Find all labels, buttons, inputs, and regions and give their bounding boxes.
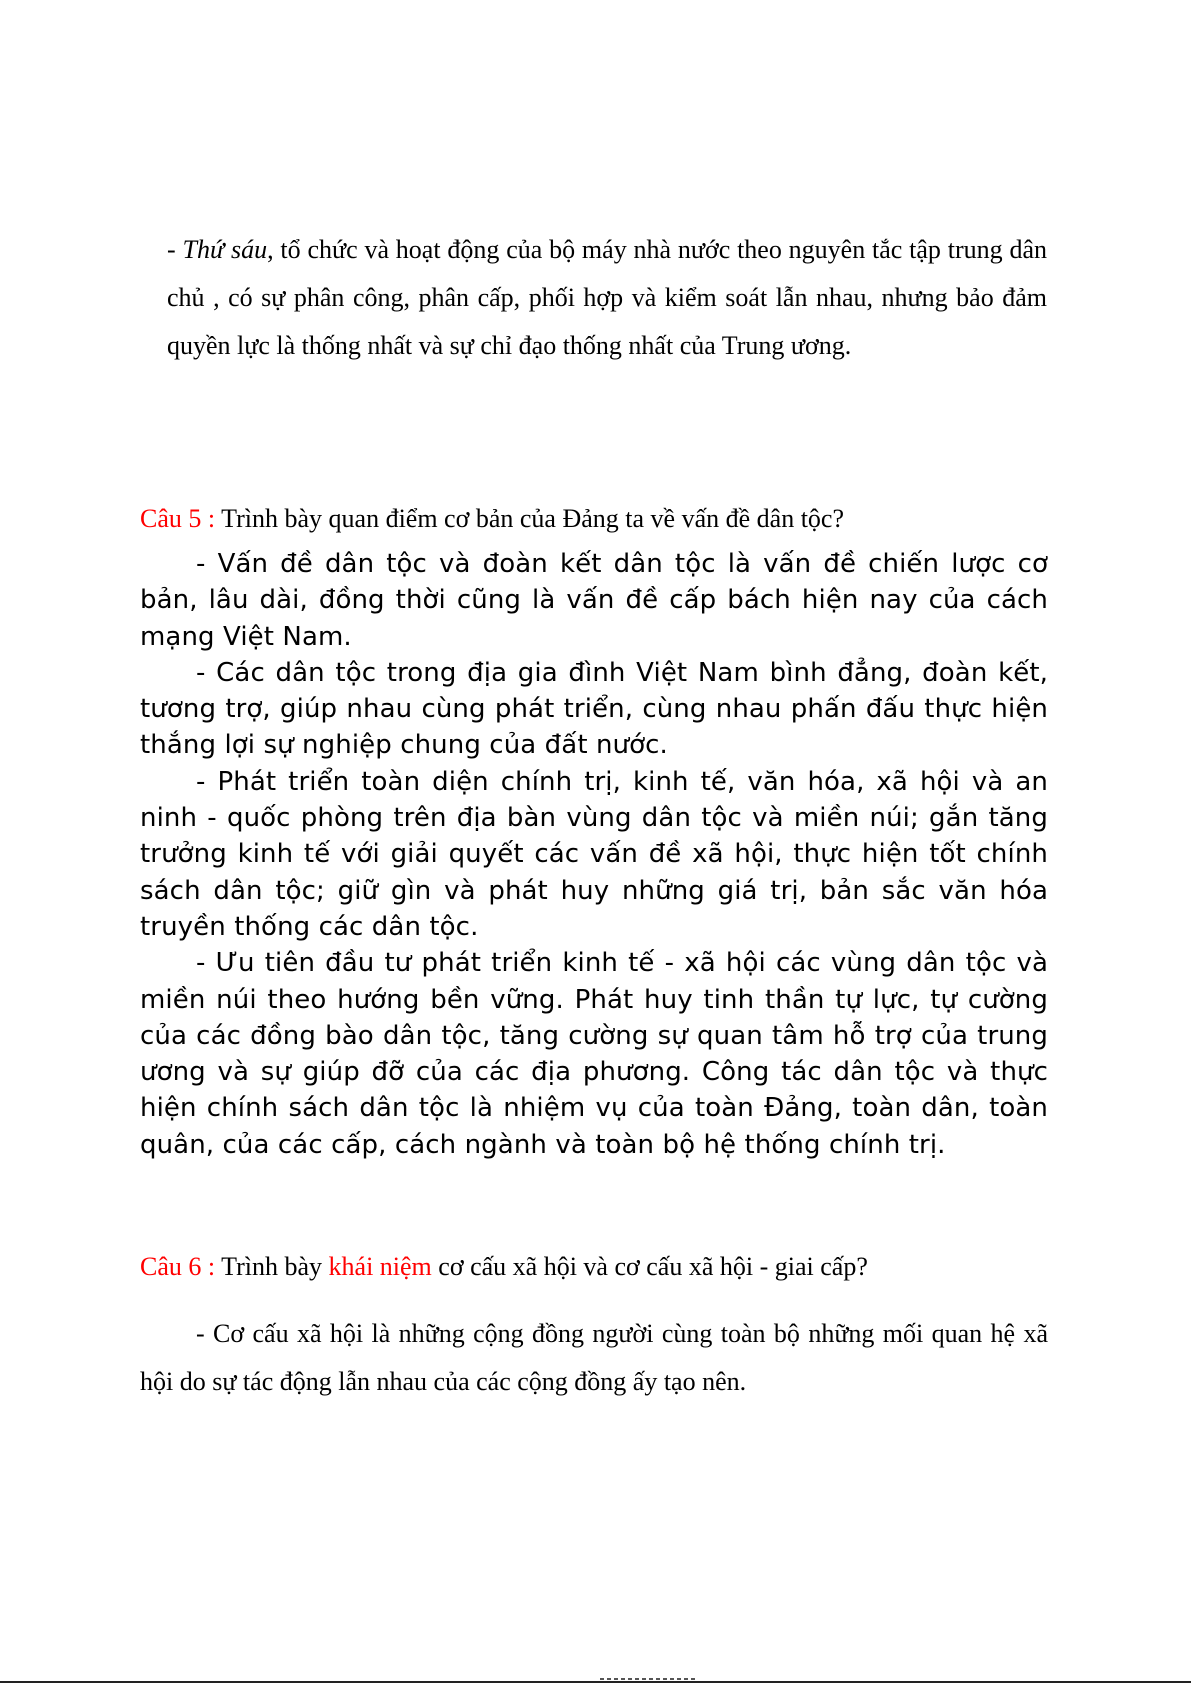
paragraph-term: Thứ sáu (182, 235, 268, 264)
page-bottom-rule-mark (600, 1678, 696, 1680)
question-6-answer: - Cơ cấu xã hội là những cộng đồng người cùng toàn bộ những mối quan hệ xã hội do sự tác động lẫn nhau của các cộng đồng ấy tạo nên. (140, 1319, 1048, 1396)
question-5-heading (140, 502, 1050, 536)
question-6-heading (140, 1250, 1050, 1284)
question-6-highlight: khái niệm (328, 1252, 432, 1281)
answer-point: - Các dân tộc trong địa gia đình Việt Nam bình đẳng, đoàn kết, tương trợ, giúp nhau cùng phát triển, cùng nhau phấn đấu thực hiện thắng lợi sự nghiệp chung của đất nước. (140, 657, 1048, 761)
question-6-text-pre: Trình bày (215, 1252, 329, 1281)
question-5-answer (140, 546, 1048, 1163)
question-5-label: Câu 5 : (140, 504, 216, 533)
answer-point: - Phát triển toàn diện chính trị, kinh tế, văn hóa, xã hội và an ninh - quốc phòng trên địa bàn vùng dân tộc và miền núi; gắn tăng trưởng kinh tế với giải quyết các vấn đề xã hội, thực hiện tốt chính sách dân tộc; giữ gìn và phát huy những giá trị, bản sắc văn hóa truyền thống các dân tộc. (140, 766, 1048, 942)
question-6-label: Câu 6 : (140, 1252, 216, 1281)
question-5-text: Trình bày quan điểm cơ bản của Đảng ta về vấn đề dân tộc? (215, 504, 845, 533)
question-6-text-post: cơ cấu xã hội và cơ cấu xã hội - giai cấp? (431, 1252, 868, 1281)
paragraph-dash: - (167, 235, 183, 264)
page-bottom-rule (0, 1681, 1191, 1683)
paragraph-thu-sau (167, 226, 1047, 370)
answer-point: - Vấn đề dân tộc và đoàn kết dân tộc là vấn đề chiến lược cơ bản, lâu dài, đồng thời cũng là vấn đề cấp bách hiện nay của cách mạng Việt Nam. (140, 549, 1048, 652)
paragraph-text: , tổ chức và hoạt động của bộ máy nhà nước theo nguyên tắc tập trung dân chủ , có sự phân công, phân cấp, phối hợp và kiểm soát lẫn nhau, nhưng bảo đảm quyền lực là thống nhất và sự chỉ đạo thống nhất của Trung ương. (167, 235, 1047, 360)
answer-point: - Ưu tiên đầu tư phát triển kinh tế - xã hội các vùng dân tộc và miền núi theo hướng bền vững. Phát huy tinh thần tự lực, tự cường của các đồng bào dân tộc, tăng cường sự quan tâm hỗ trợ của trung ương và sự giúp đỡ của các địa phương. Công tác dân tộc và thực hiện chính sách dân tộc là nhiệm vụ của toàn Đảng, toàn dân, toàn quân, của các cấp, cách ngành và toàn bộ hệ thống chính trị. (140, 948, 1048, 1160)
